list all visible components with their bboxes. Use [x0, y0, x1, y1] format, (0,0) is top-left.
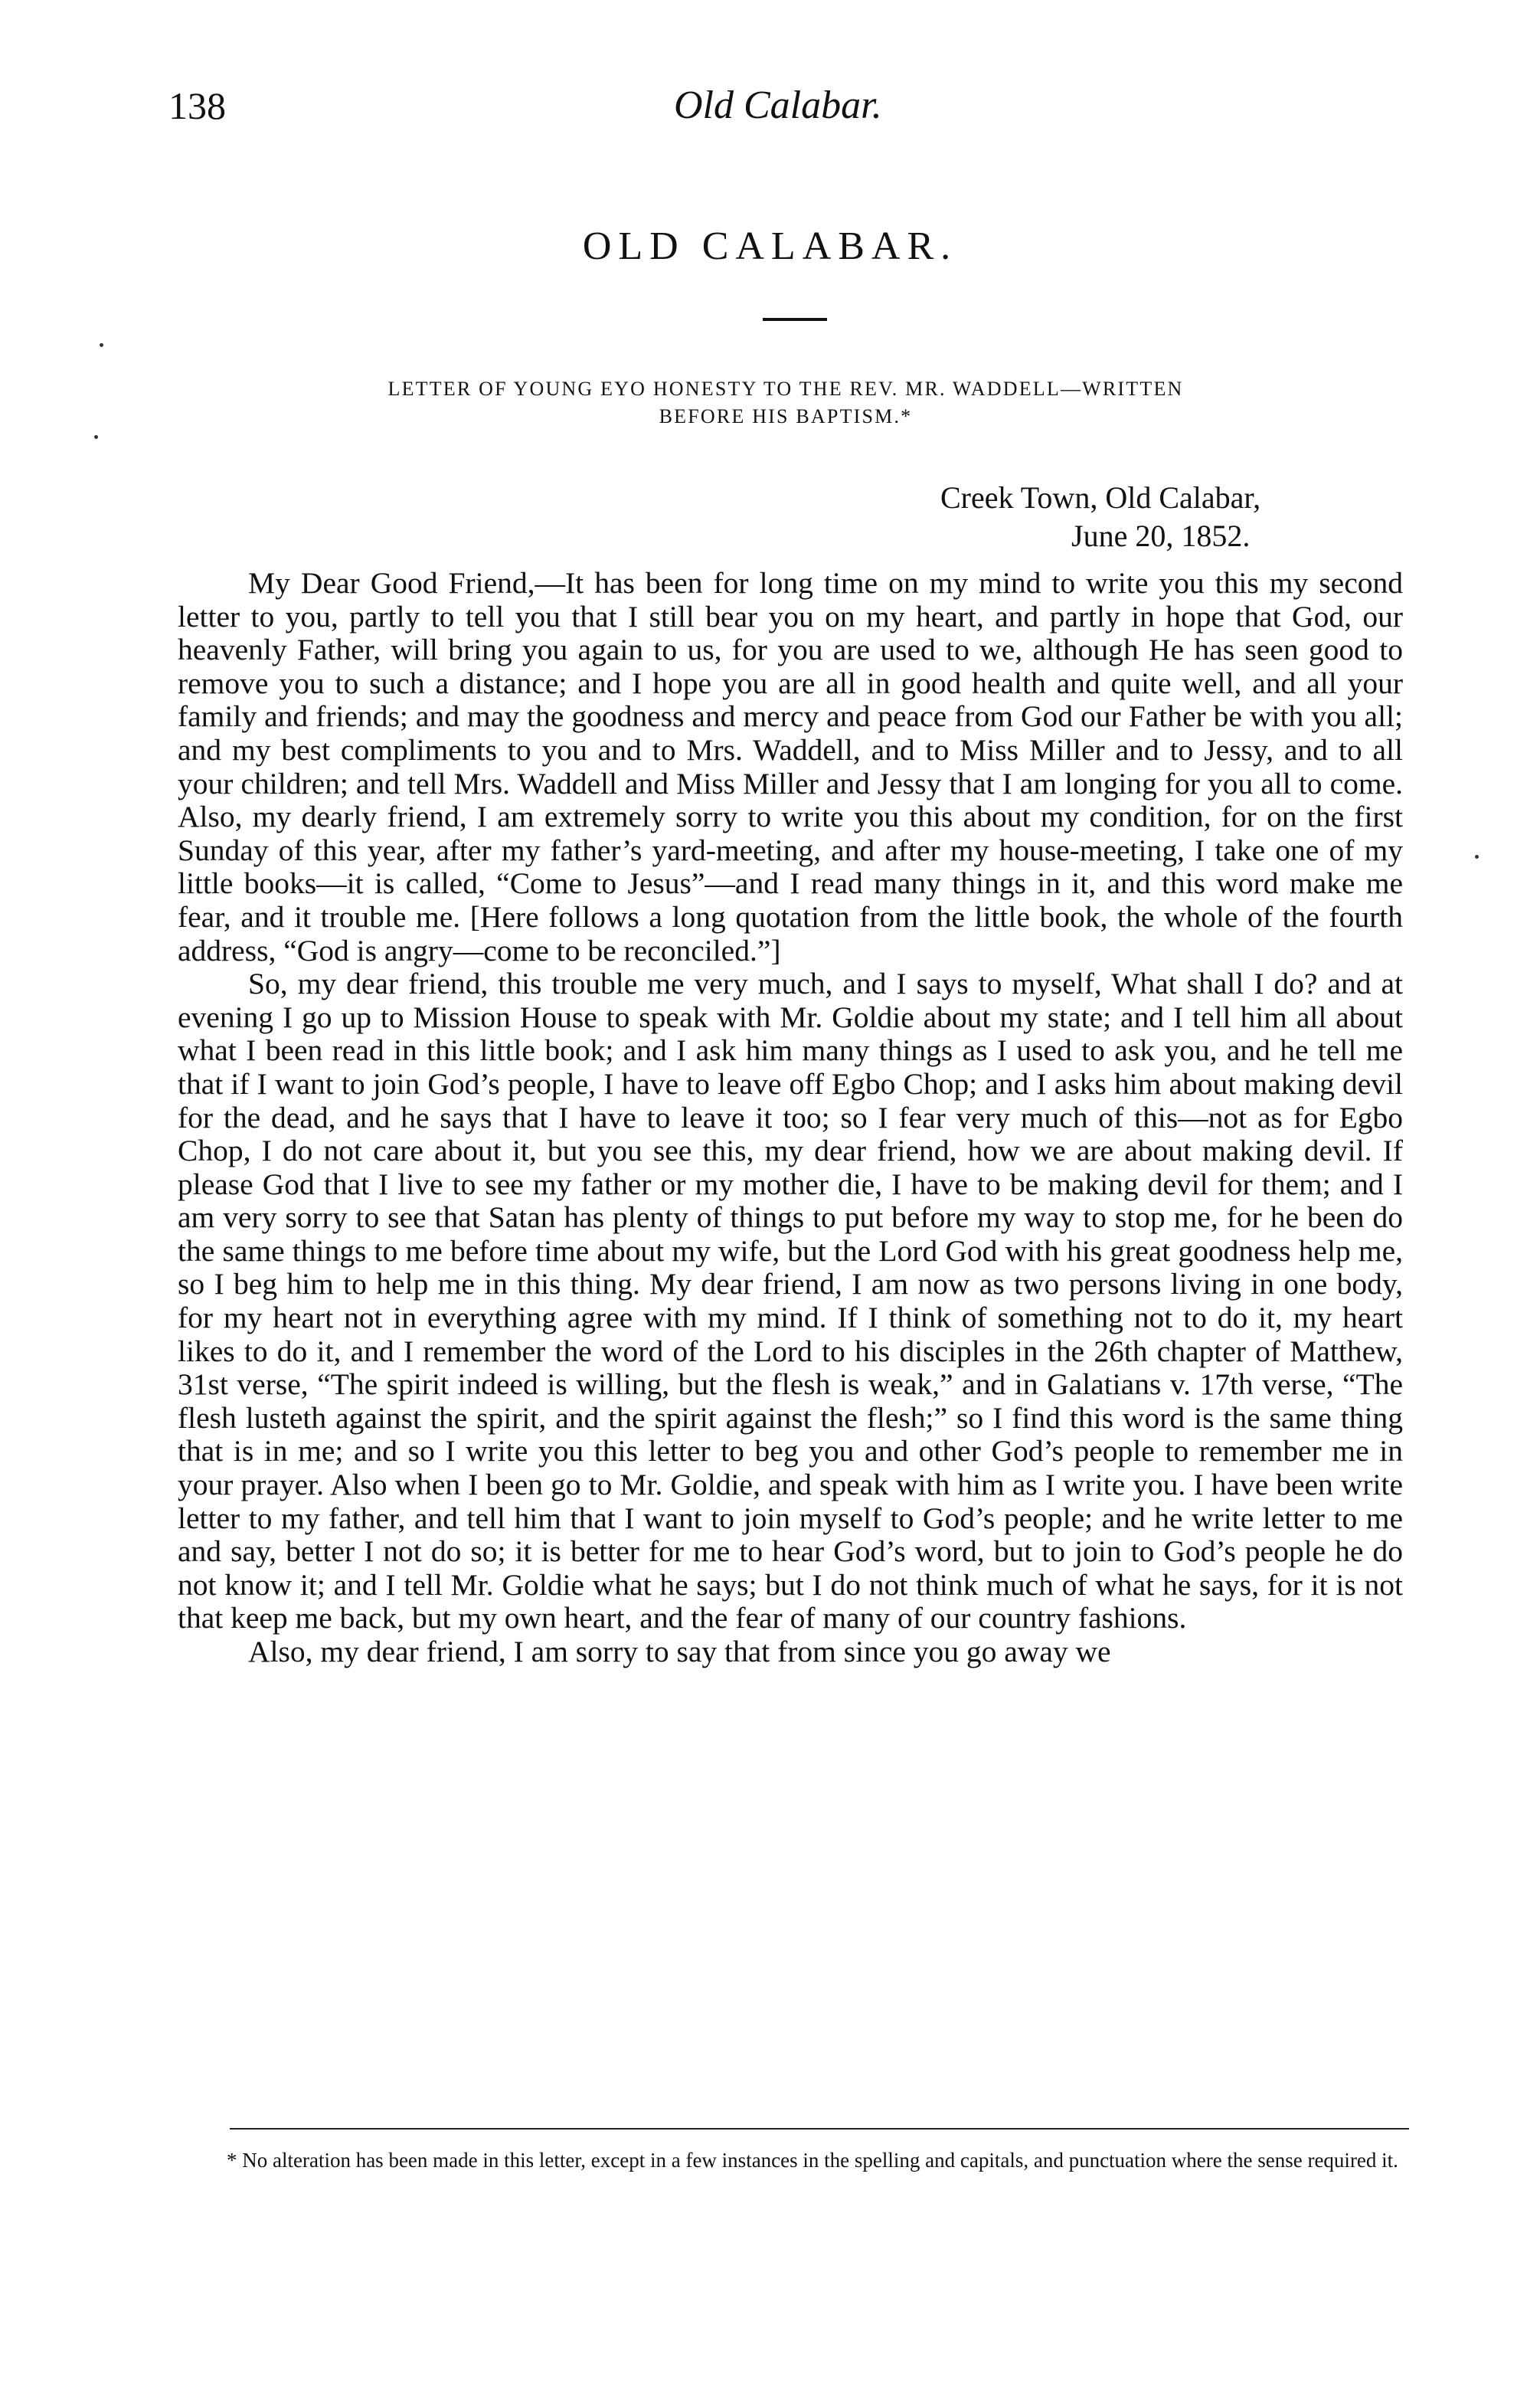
- title-rule: [763, 318, 827, 321]
- letter-heading-line-1: LETTER OF YOUNG EYO HONESTY TO THE REV. MR. WADDELL—WRITTEN: [387, 378, 1184, 400]
- dateline: [940, 479, 1260, 555]
- margin-speck: [100, 343, 103, 347]
- section-title: OLD CALABAR.: [582, 224, 958, 268]
- running-title: Old Calabar.: [674, 83, 882, 127]
- running-head: [168, 83, 1424, 136]
- margin-speck: [1475, 855, 1479, 859]
- letter-heading: [173, 375, 1398, 431]
- footnote: * No alteration has been made in this letter, except in a few instances in the spelling and capitals, and punctuation where the sense required it.: [227, 2149, 1398, 2172]
- page-number: 138: [168, 84, 226, 127]
- paragraph-3: Also, my dear friend, I am sorry to say that from since you go away we: [248, 1635, 1111, 1668]
- paragraph-1: My Dear Good Friend,—It has been for long time on my mind to write you this my second letter to you, partly to tell you that I still bear you on my heart, and partly in hope that God, our heavenly Father, will bring you again to us, for you are used to we, although He has seen good to remove you to such a distance; and I hope you are all in good health and quite well, and all your family and friends; and may the goodness and mercy and peace from God our Father be with you all; and my best compliments to you and to Mrs. Waddell, and to Miss Miller and to Jessy, and to all your children; and tell Mrs. Waddell and Miss Miller and Jessy that I am longing for you all to come. Also, my dearly friend, I am extremely sorry to write you this about my condition, for on the first Sunday of this year, after my father’s yard-meeting, and after my house-meeting, I take one of my little books—it is called, “Come to Jesus”—and I read many things in it, and this word make me fear, and it trouble me. [Here follows a long quotation from the little book, the whole of the fourth address, “God is angry—come to be reconciled.”]: [178, 566, 1403, 967]
- footnote-rule: [230, 2128, 1409, 2130]
- paragraph-2: So, my dear friend, this trouble me very much, and I says to myself, What shall I do? and at evening I go up to Mission House to speak with Mr. Goldie about my state; and I tell him all about what I been read in this little book; and I ask him many things as I used to ask you, and he tell me that if I want to join God’s people, I have to leave off Egbo Chop; and I asks him about making devil for the dead, and he says that I have to leave it too; so I fear very much of this—not as for Egbo Chop, I do not care about it, but you see this, my dear friend, how we are about making devil. If please God that I live to see my father or my mother die, I have to be making devil for them; and I am very sorry to see that Satan has plenty of things to put before my way to stop me, for he been do the same things to me before time about my wife, but the Lord God with his great goodness help me, so I beg him to help me in this thing. My dear friend, I am now as two persons living in one body, for my heart not in everything agree with my mind. If I think of something not to do it, my heart likes to do it, and I remember the word of the Lord to his disciples in the 26th chapter of Matthew, 31st verse, “The spirit indeed is willing, but the flesh is weak,” and in Galatians v. 17th verse, “The flesh lusteth against the spirit, and the spirit against the flesh;” so I find this word is the same thing that is in me; and so I write you this letter to beg you and other God’s people to remember me in your prayer. Also when I been go to Mr. Goldie, and speak with him as I write you. I have been write letter to my father, and tell him that I want to join myself to God’s people; and he write letter to me and say, better I not do so; it is better for me to hear God’s word, but to join to God’s people he do not know it; and I tell Mr. Goldie what he says; but I do not think much of what he says, for it is not that keep me back, but my own heart, and the fear of many of our country fashions.: [178, 967, 1403, 1635]
- dateline-date: June 20, 1852.: [1071, 519, 1251, 553]
- margin-speck: [94, 435, 98, 439]
- letter-body: [178, 567, 1403, 1669]
- letter-heading-line-2: BEFORE HIS BAPTISM.*: [659, 405, 913, 427]
- dateline-place: Creek Town, Old Calabar,: [940, 480, 1261, 515]
